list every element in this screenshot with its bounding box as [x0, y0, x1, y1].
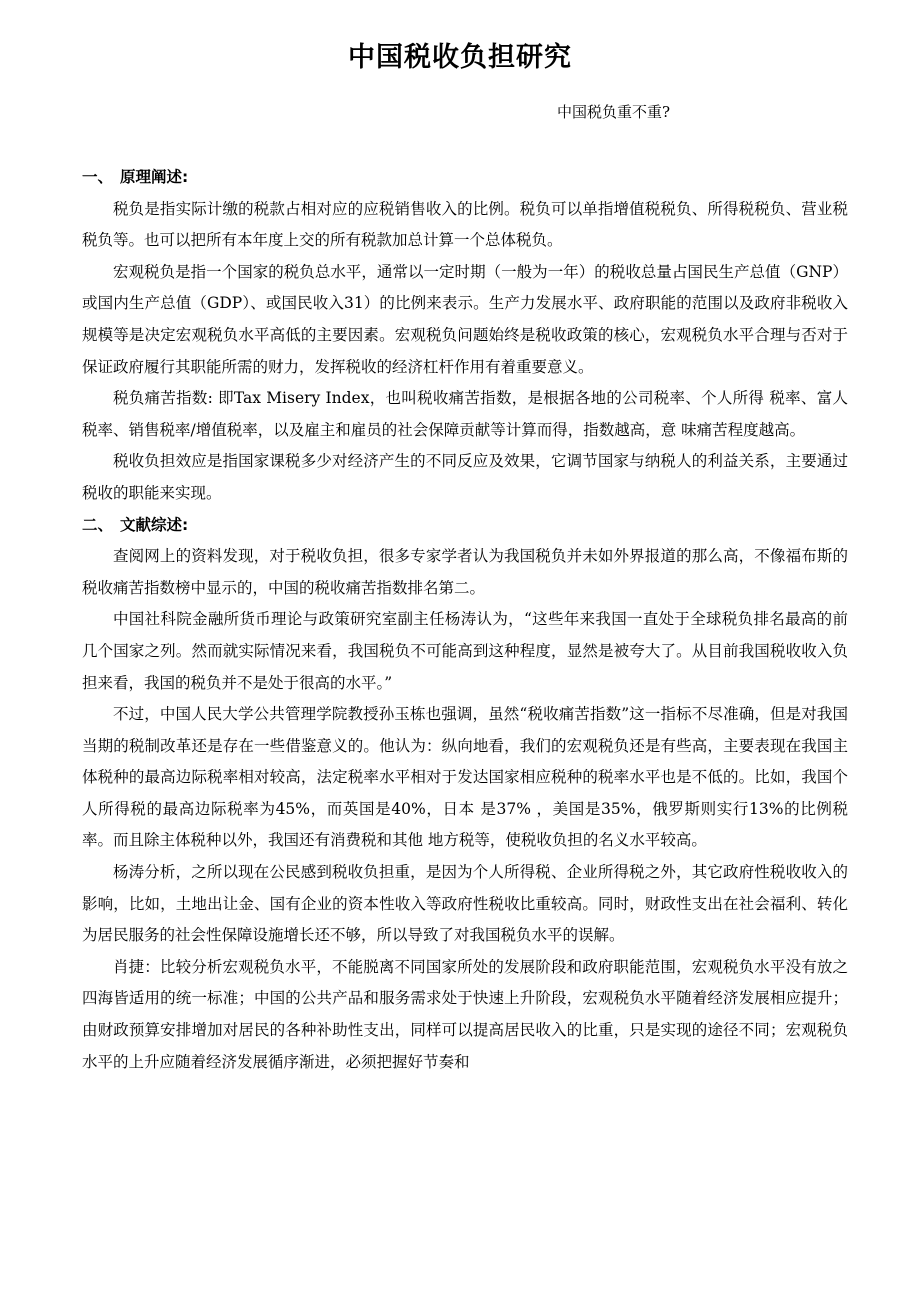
paragraph: 杨涛分析，之所以现在公民感到税收负担重，是因为个人所得税、企业所得税之外，其它政府性税收收入的影响，比如，土地出让金、国有企业的资本性收入等政府性税收比重较高。同时，财政性支出在社会福利、转化为居民服务的社会性保障设施增长还不够，所以导致了对我国税负水平的误解。 [82, 863, 848, 945]
paragraph: 中国社科院金融所货币理论与政策研究室副主任杨涛认为，“这些年来我国一直处于全球税负排名最高的前几个国家之列。然而就实际情况来看，我国税负不可能高到这种程度，显然是被夸大了。从目前我国税收收入负担来看，我国的税负并不是处于很高的水平。” [82, 610, 848, 692]
document-title: 中国税收负担研究 [348, 42, 572, 73]
section-heading [82, 162, 848, 194]
document-subtitle: 中国税负重不重? [557, 103, 671, 121]
paragraph: 不过，中国人民大学公共管理学院教授孙玉栋也强调，虽然“税收痛苦指数”这一指标不尽准确，但是对我国当期的税制改革还是存在一些借鉴意义的。他认为：纵向地看，我们的宏观税负还是有些高，主要表现在我国主体税种的最高边际税率相对较高，法定税率水平相对于发达国家相应税种的税率水平也是不低的。比如，我国个人所得税的最高边际税率为45%，而英国是40%，日本 是37% ，美国是35%，俄罗斯则实行13%的比例税率。而且除主体税种以外，我国还有消费税和其他 地方税等，使税收负担的名义水平较高。 [82, 705, 848, 850]
paragraph: 税负是指实际计缴的税款占相对应的应税销售收入的比例。税负可以单指增值税税负、所得税税负、营业税税负等。也可以把所有本年度上交的所有税款加总计算一个总体税负。 [82, 199, 848, 250]
section-heading [82, 510, 848, 542]
section-title: 文献综述: [120, 515, 189, 534]
paragraph: 税负痛苦指数: 即Tax Misery Index，也叫税收痛苦指数，是根据各地的公司税率、个人所得 税率、富人税率、销售税率/增值税率，以及雇主和雇员的社会保障贡献等计算而得，指数越高，意 味痛苦程度越高。 [82, 389, 848, 439]
section-number: 二、 [82, 515, 114, 534]
section-number: 一、 [82, 168, 114, 186]
paragraph: 宏观税负是指一个国家的税负总水平，通常以一定时期（一般为一年）的税收总量占国民生产总值（GNP）或国内生产总值（GDP）、或国民收入31）的比例来表示。生产力发展水平、政府职能的范围以及政府非税收入规模等是决定宏观税负水平高低的主要因素。宏观税负问题始终是税收政策的核心，宏观税负水平合理与否对于保证政府履行其职能所需的财力，发挥税收的经济杠杆作用有着重要意义。 [82, 262, 848, 376]
paragraph: 查阅网上的资料发现，对于税收负担，很多专家学者认为我国税负并未如外界报道的那么高，不像福布斯的税收痛苦指数榜中显示的，中国的税收痛苦指数排名第二。 [82, 547, 848, 597]
document-body [82, 162, 848, 1078]
section-title: 原理阐述: [120, 168, 189, 186]
paragraph: 税收负担效应是指国家课税多少对经济产生的不同反应及效果，它调节国家与纳税人的利益关系，主要通过税收的职能来实现。 [82, 452, 848, 502]
paragraph: 肖捷：比较分析宏观税负水平，不能脱离不同国家所处的发展阶段和政府职能范围，宏观税负水平没有放之四海皆适用的统一标准；中国的公共产品和服务需求处于快速上升阶段，宏观税负水平随着经济发展相应提升；由财政预算安排增加对居民的各种补助性支出，同样可以提高居民收入的比重，只是实现的途径不同；宏观税负水平的上升应随着经济发展循序渐进，必须把握好节奏和 [82, 957, 848, 1071]
